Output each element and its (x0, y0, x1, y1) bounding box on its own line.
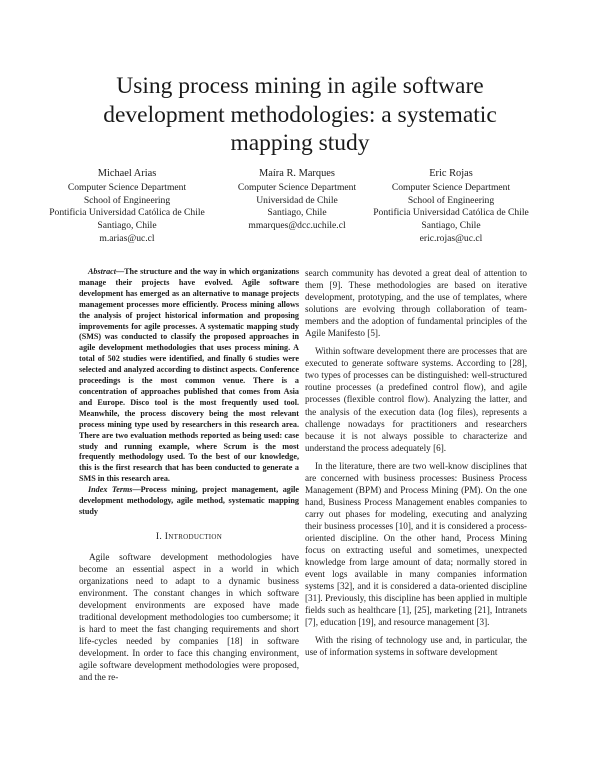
body-paragraph: search community has devoted a great deal of attention to them [9]. These methodologies are based on iterative development, prototyping, and the use of templates, where solutions are evolving through collaboration of team-members and the adoption of fundamental principles of the Agile Manifesto [5]. (305, 268, 527, 339)
author-affiliation-line: Universidad de Chile (256, 194, 338, 206)
body-paragraph: In the literature, there are two well-know disciplines that are concerned with business processes: Business Process Management (BPM) and Process Mining (PM). On the one hand, Business Process Management enables companies to carry out phases for modeling, executing and analyzing their business processes [10], and it is considered a process-oriented discipline. On the other hand, Process Mining focus on extracting useful and sometimes, unexpected knowledge from large amount of data; normally stored in event logs available in many companies information systems [32], and it is considered a data-oriented discipline [31]. Previously, this discipline has been applied in multiple fields such as healthcare [1], [25], marketing [21], Intranets [7], education [19], and resource management [3]. (305, 460, 527, 628)
index-terms-text: —Process mining, project management, agile development methodology, agile method, systematic mapping study (79, 485, 299, 516)
author-affiliation-line: Santiago, Chile (267, 207, 327, 219)
abstract-text: —The structure and the way in which organizations manage their projects have evolved. Agile software development has emerged as an alternative to manage projects management processes more efficiently. Process mining allows the analysis of project historical information and proposing improvements for agile processes. A systematic mapping study (SMS) was conducted to classify the proposed approaches in agile development methodologies that uses process mining. A total of 502 studies were identified, and finally 6 studies were selected and analyzed according to distinct aspects. Conference proceedings is the most common venue. There is a concentration of approaches published that comes from Asia and Europe. Disco tool is the most frequently used tool. Meanwhile, the process discovery being the most relevant process mining type used by researchers in this research area. There are two evaluation methods reported as being used: case study and running example, where Scrum is the most frequently methodology used. To the best of our knowledge, this is the first research that has been conducted to generate a SMS in this research area. (79, 267, 299, 484)
author-affiliation-line: Pontificia Universidad Católica de Chile (49, 207, 205, 219)
abstract (79, 267, 299, 485)
author-affiliation-line: Computer Science Department (391, 181, 511, 193)
author-name: Maíra R. Marques (259, 168, 335, 179)
author-affiliation-line: Santiago, Chile (421, 220, 481, 232)
index-terms-label: Index Terms (88, 485, 133, 495)
author-affiliation-line: Pontificia Universidad Católica de Chile (373, 207, 529, 219)
author-name: Eric Rojas (429, 168, 473, 179)
author-affiliation-line: School of Engineering (407, 194, 495, 206)
author-affiliation-line: School of Engineering (83, 194, 171, 206)
left-column (79, 267, 299, 683)
author-affiliation-line: Santiago, Chile (97, 220, 157, 232)
body-paragraph: Within software development there are processes that are executed to generate software systems. According to [28], two types of processes can be distinguished: well-structured routine processes (a predefined control flow), and agile processes (flexible control flow). Analyzing the latter, and the analysis of the execution data (log files), represents a challenge nowadays for practitioners and researchers because it is not always possible to characterize and understand the process adequately [6]. (305, 346, 527, 453)
author-1 (42, 167, 212, 246)
index-terms (79, 485, 299, 518)
author-email: eric.rojas@uc.cl (419, 233, 483, 245)
section-number: I. (155, 530, 165, 542)
author-email: mmarques@dcc.uchile.cl (248, 220, 346, 232)
section-heading-introduction (79, 531, 299, 543)
abstract-label: Abstract (88, 267, 116, 276)
paper-title: Using process mining in agile software development methodologies: a systematic mapping study (103, 73, 497, 156)
author-name: Michael Arias (97, 168, 157, 179)
body-paragraph: Agile software development methodologies have become an essential aspect in a world in which organizations need to adapt to a dynamic business environment. The constant changes in which software development environments are exposed have made traditional development methodologies too cumbersome; it is hard to meet the fast changing requirements and short life-cycles needed by companies [18] in software development. In order to face this changing environment, agile software development methodologies were proposed, and the re- (79, 551, 299, 683)
author-2 (222, 167, 372, 233)
section-title: Introduction (164, 530, 223, 542)
author-3 (366, 167, 536, 246)
author-affiliation-line: Computer Science Department (237, 181, 357, 193)
right-column (305, 267, 527, 658)
author-affiliation-line: Computer Science Department (67, 181, 187, 193)
author-email: m.arias@uc.cl (99, 233, 155, 245)
body-paragraph: With the rising of technology use and, in particular, the use of information systems in software development (305, 635, 527, 658)
